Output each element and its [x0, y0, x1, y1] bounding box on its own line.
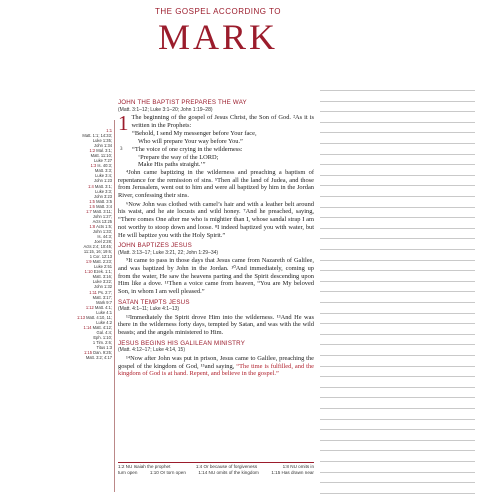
parallel-reference: (Matt. 3:13–17; Luke 3:21, 22; John 1:29–34) [118, 249, 219, 256]
journal-line [320, 366, 475, 367]
journal-line [320, 281, 475, 282]
cross-reference-text: Ps. 2:7; [98, 289, 112, 295]
cross-reference-text: Matt. 3:4 [96, 203, 112, 209]
footnote: 1:8 NU omits in [282, 464, 314, 469]
cross-reference-text: 1 Cor. 12:13 [89, 254, 112, 260]
journal-line [320, 207, 475, 208]
cross-reference-text: Matt. 3:11; [92, 208, 112, 214]
journal-line [320, 302, 475, 303]
footnote: 1:10 Or torn open [149, 470, 186, 475]
journal-line [320, 440, 475, 441]
chapter-number: 1 [118, 111, 129, 135]
journal-line [320, 419, 475, 420]
journal-line [320, 164, 475, 165]
cross-reference-text: Mark 9:7 [96, 299, 112, 305]
journal-line [320, 334, 475, 335]
verse-number: 3 [120, 146, 123, 152]
journal-line [320, 355, 475, 356]
verse-paragraph: ⁶Now John was clothed with camel’s hair and with a leather belt around his waist, and he ate locusts and wild honey. ⁷And he preached, saying, “There comes One after me who is mightier than I, whose sandal strap I am not worthy to stoop down and loose. ⁸I indeed baptized you with water, but He will baptize you with the Holy Spirit.” [118, 200, 314, 239]
journal-line [320, 482, 475, 483]
verse-text: ¹⁴Now after John was put in prison, Jesus came to Galilee, preaching the gospel of the kingdom of God, ¹⁵and saying, [118, 354, 314, 370]
journal-line [320, 238, 475, 239]
journal-line [320, 323, 475, 324]
cross-reference-text: Matt. 4:1; [94, 304, 112, 310]
verse-paragraph: ⁹It came to pass in those days that Jesus came from Nazareth of Galilee, and was baptized by John in the Jordan. ¹⁰And immediately, coming up from the water, He saw the heavens parting and the Spirit descending upon Him like a dove. ¹¹Then a voice came from heaven, “You are My beloved Son, in whom I am well pleased.” [118, 257, 314, 296]
journal-line [320, 397, 475, 398]
footnote: 1:14 NU omits of the kingdom [198, 470, 259, 475]
poetry-line: “The voice of one crying in the wilderness: [132, 145, 243, 153]
cross-reference-verse: 1:12 [85, 304, 94, 310]
cross-reference-text: John 1:34 [94, 143, 112, 149]
journal-line [320, 493, 475, 494]
cross-reference-text: Matt. 1:1; 14:33; [82, 133, 112, 139]
cross-reference-text: Titus 1:3 [96, 345, 112, 351]
scripture-text [118, 96, 314, 379]
cross-reference-text: Ezek. 1:1; [93, 269, 112, 275]
cross-reference-verse: 1:14 [83, 324, 92, 330]
cross-reference-text: John 1:32 [94, 284, 112, 290]
cross-reference-text: Luke 4:1 [96, 309, 112, 315]
cross-reference-entry [62, 355, 112, 360]
cross-reference-verse: 1:9 [85, 259, 92, 265]
cross-reference-text: 11:15, 16; 19:6; [83, 249, 112, 255]
footnote: 1:4 Or because of forgiveness [195, 464, 258, 469]
cross-reference-verse: 1:6 [89, 203, 95, 209]
cross-reference-text: Is. 44:3; [97, 233, 112, 239]
journal-line [320, 260, 475, 261]
footnote: 1:15 Has drawn near [271, 470, 314, 475]
journal-line [320, 143, 475, 144]
cross-reference-text: Matt. 3:16; [92, 274, 112, 280]
cross-reference-verse: 1:15 [84, 350, 92, 356]
cross-reference-text: John 3:23 [94, 193, 112, 199]
cross-reference-text: Acts 13:25 [92, 218, 112, 224]
journal-line [320, 376, 475, 377]
cross-reference-text: Matt. 4:10, 11; [86, 314, 112, 320]
cross-reference-text: Luke 3:4; [95, 173, 112, 179]
section-heading: JOHN THE BAPTIST PREPARES THE WAY [118, 99, 247, 106]
journal-line [320, 154, 475, 155]
journal-line [320, 111, 475, 112]
journal-line [320, 217, 475, 218]
cross-reference-verse: 1:8 [89, 223, 96, 229]
cross-reference-text: Is. 40:3; [97, 163, 112, 169]
poetry-line: Who will prepare Your way before You.” [138, 138, 243, 146]
cross-reference-text: Luke 7:27 [94, 158, 112, 164]
journal-line [320, 450, 475, 451]
cross-reference-text: 1 Tim. 2:6; [92, 339, 112, 345]
journal-line [320, 429, 475, 430]
poetry-line: ‘Prepare the way of the LORD; [138, 153, 219, 161]
journal-line [320, 387, 475, 388]
book-subtitle: THE GOSPEL ACCORDING TO [154, 7, 282, 16]
cross-reference-text: Luke 4:2 [96, 319, 112, 325]
cross-reference-text: Matt. 11:10; [90, 153, 112, 159]
cross-reference-verse: 1:4 [88, 183, 94, 189]
verse-paragraph: ⁴John came baptizing in the wilderness and preaching a baptism of repentance for the remission of sins. ⁵Then all the land of Judea, and those from Jerusalem, went out to him and were all baptized by him in the Jordan River, confessing their sins. [118, 168, 314, 200]
verse-text: The beginning of the gospel of Jesus Christ, the Son of God. ²As it is written in the Prophets: [131, 114, 314, 129]
journal-line [320, 249, 475, 250]
cross-reference-text: Matt. 3:2; 4:17 [85, 355, 112, 361]
journal-line [320, 313, 475, 314]
cross-reference-text: John 1:23 [94, 178, 112, 184]
journal-line [320, 101, 475, 102]
cross-reference-verse: 1:3 [90, 163, 97, 169]
cross-reference-verse: 1:5 [89, 198, 95, 204]
footnote: 1:2 NU Isaiah the prophet [118, 464, 171, 469]
journal-line [320, 132, 475, 133]
quotation-poetry [120, 145, 314, 169]
verse-paragraph [118, 355, 314, 378]
cross-reference-text: Luke 2:51 [94, 264, 112, 270]
cross-reference-verse: 1:2 [89, 148, 96, 154]
journal-line [320, 408, 475, 409]
section-heading: JOHN BAPTIZES JESUS [118, 242, 192, 250]
journal-line [320, 270, 475, 271]
cross-reference-verse: 1:10 [84, 269, 93, 275]
cross-reference-text: Matt. 4:12; [92, 324, 112, 330]
poetry-line: “Behold, I send My messenger before Your face, [132, 130, 257, 138]
cross-reference-text: Matt. 3:5 [96, 198, 112, 204]
cross-reference-verse: 1:7 [86, 208, 92, 214]
footnote: turn open [118, 470, 138, 475]
journal-line [320, 185, 475, 186]
cross-reference-text: Eph. 1:10; [93, 334, 112, 340]
cross-reference-verse: 1:13 [77, 314, 85, 320]
cross-reference-text: Gal. 4:4; [96, 329, 112, 335]
cross-reference-text: Acts 1:5; [96, 223, 112, 229]
journal-line [320, 291, 475, 292]
cross-reference-column [62, 128, 112, 496]
quotation-poetry [132, 130, 314, 145]
cross-reference-text: Dan. 9:25; [93, 350, 112, 356]
journal-line [320, 175, 475, 176]
poetry-line: Make His paths straight.’” [138, 161, 206, 169]
book-title: MARK [157, 17, 279, 57]
verse-paragraph: ¹²Immediately the Spirit drove Him into the wilderness. ¹³And He was there in the wilderness forty days, tempted by Satan, and was with the wild beasts; and the angels ministered to Him. [118, 313, 314, 337]
journal-line [320, 196, 475, 197]
cross-reference-text: John 1:27; [92, 213, 112, 219]
cross-reference-text: Mal. 3:1; [96, 148, 112, 154]
parallel-reference: (Matt. 4:1–11; Luke 4:1–13) [118, 306, 180, 313]
cross-reference-text: Acts 2:4; 10:45; [83, 244, 112, 250]
cross-reference-verse: 1:11 [89, 289, 97, 295]
words-of-jesus: “The time is fulfilled, and the kingdom of God is at hand. Repent, and believe in the gospel.” [118, 362, 314, 378]
cross-reference-text: Matt. 2:23; [92, 259, 112, 265]
column-divider [114, 120, 115, 492]
footnote-row [118, 470, 314, 476]
section-heading: SATAN TEMPTS JESUS [118, 298, 190, 306]
journal-line [320, 472, 475, 473]
parallel-reference: (Matt. 4:12–17; Luke 4:14, 15) [118, 347, 185, 354]
section-heading: JESUS BEGINS HIS GALILEAN MINISTRY [118, 339, 246, 347]
journal-line [320, 461, 475, 462]
cross-reference-text: Joel 2:28; [94, 239, 112, 245]
cross-reference-text: Matt. 3:3; [94, 168, 112, 174]
journal-line [320, 228, 475, 229]
cross-reference-text: Matt. 3:17; [92, 294, 112, 300]
journal-line [320, 344, 475, 345]
footnotes [118, 462, 314, 476]
cross-reference-verse: 1:1 [106, 128, 112, 133]
journaling-lines[interactable] [320, 90, 475, 495]
parallel-reference: (Matt. 3:1–12; Luke 3:1–20; John 1:19–28) [118, 106, 213, 113]
cross-reference-text: Luke 3:22; [92, 279, 112, 285]
journal-line [320, 90, 475, 91]
cross-reference-text: Luke 1:35; [92, 138, 112, 144]
cross-reference-text: Matt. 3:1; [94, 183, 112, 189]
cross-reference-text: Luke 3:3; [95, 188, 112, 194]
journal-line [320, 122, 475, 123]
cross-reference-text: John 1:33; [92, 228, 112, 234]
